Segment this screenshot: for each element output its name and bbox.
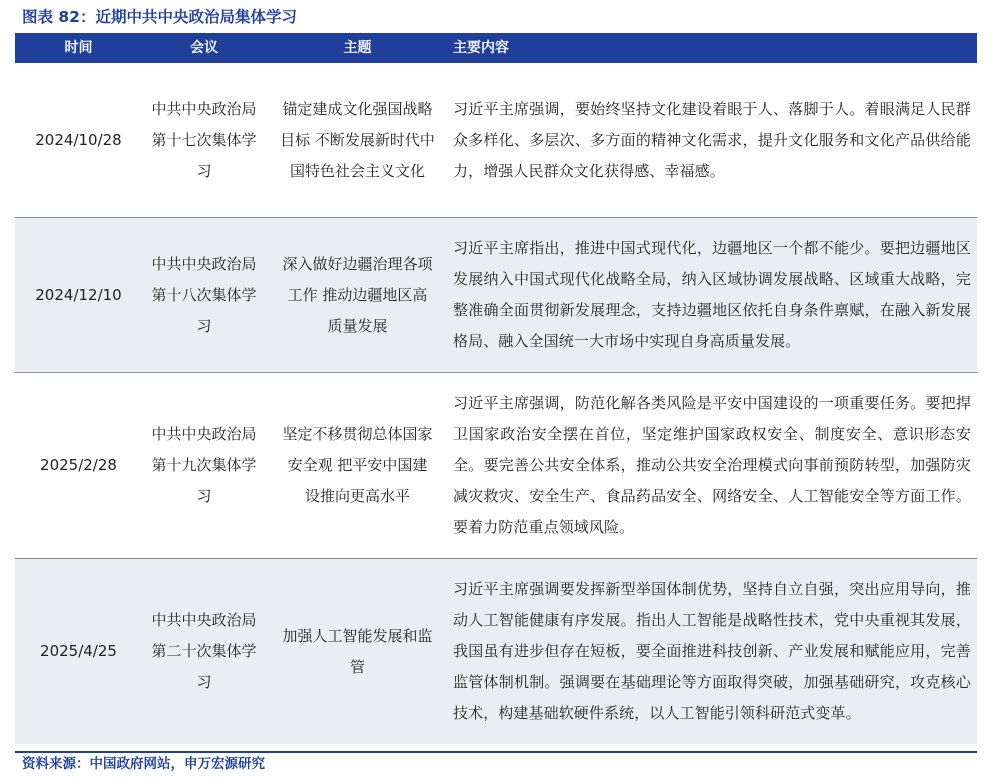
cell-meeting: 中共中央政治局第十九次集体学习: [151, 425, 257, 505]
cell-time: 2025/2/28: [40, 456, 117, 474]
cell-time: 2024/12/10: [35, 285, 122, 304]
cell-theme: 深入做好边疆治理各项工作 推动边疆地区高质量发展: [282, 254, 433, 335]
cell-content: 习近平主席指出，推进中国式现代化，边疆地区一个都不能少。要把边疆地区发展纳入中国式现代化战略全局，纳入区域协调发展战略、区域重大战略，完整准确全面贯彻新发展理念，支持边疆地区依托自身条件禀赋，在融入新发展格局、融入全国统一大市场中实现自身高质量发展。: [453, 239, 971, 350]
cell-meeting: 中共中央政治局第二十次集体学习: [151, 611, 257, 691]
source-note: 资料来源：中国政府网站，申万宏源研究: [22, 756, 265, 772]
header-meeting: 会议: [190, 40, 218, 56]
cell-meeting: 中共中央政治局第十七次集体学习: [151, 99, 257, 180]
header-theme: 主题: [343, 40, 372, 56]
table-row: [15, 63, 977, 218]
cell-theme: 坚定不移贯彻总体国家安全观 把平安中国建设推向更高水平: [282, 425, 433, 505]
table-header: [15, 33, 977, 63]
cell-time: 2025/4/25: [40, 642, 117, 660]
header-time: 时间: [64, 40, 93, 56]
cell-meeting: 中共中央政治局第十八次集体学习: [151, 254, 257, 335]
cell-content: 习近平主席强调要发挥新型举国体制优势，坚持自立自强，突出应用导向，推动人工智能健康有序发展。指出人工智能是战略性技术，党中央重视其发展，我国虽有进步但存在短板，要全面推进科技创新、产业发展和赋能应用，完善监管体制机制。强调要在基础理论等方面取得突破，加强基础研究，攻克核心技术，构建基础软硬件系统，以人工智能引领科研范式变革。: [453, 580, 971, 722]
table-row: [15, 218, 977, 373]
cell-content: 习近平主席强调，要始终坚持文化建设着眼于人、落脚于人。着眼满足人民群众多样化、多层次、多方面的精神文化需求，提升文化服务和文化产品供给能力，增强人民群众文化获得感、幸福感。: [453, 99, 971, 180]
cell-theme: 加强人工智能发展和监管: [282, 626, 433, 676]
cell-theme: 锚定建成文化强国战略目标 不断发展新时代中国特色社会主义文化: [280, 99, 435, 180]
table-row: [15, 373, 977, 559]
header-content: 主要内容: [453, 40, 509, 56]
table-row: [15, 559, 977, 744]
figure-title: 图表 82：近期中共中央政治局集体学习: [22, 8, 297, 26]
cell-content: 习近平主席强调，防范化解各类风险是平安中国建设的一项重要任务。要把捍卫国家政治安全摆在首位，坚定维护国家政权安全、制度安全、意识形态安全。要完善公共安全体系，推动公共安全治理模式向事前预防转型，加强防灾减灾救灾、安全生产、食品药品安全、网络安全、人工智能安全等方面工作。要着力防范重点领域风险。: [453, 394, 971, 536]
cell-time: 2024/10/28: [35, 130, 122, 149]
study-sessions-table: [15, 33, 977, 744]
